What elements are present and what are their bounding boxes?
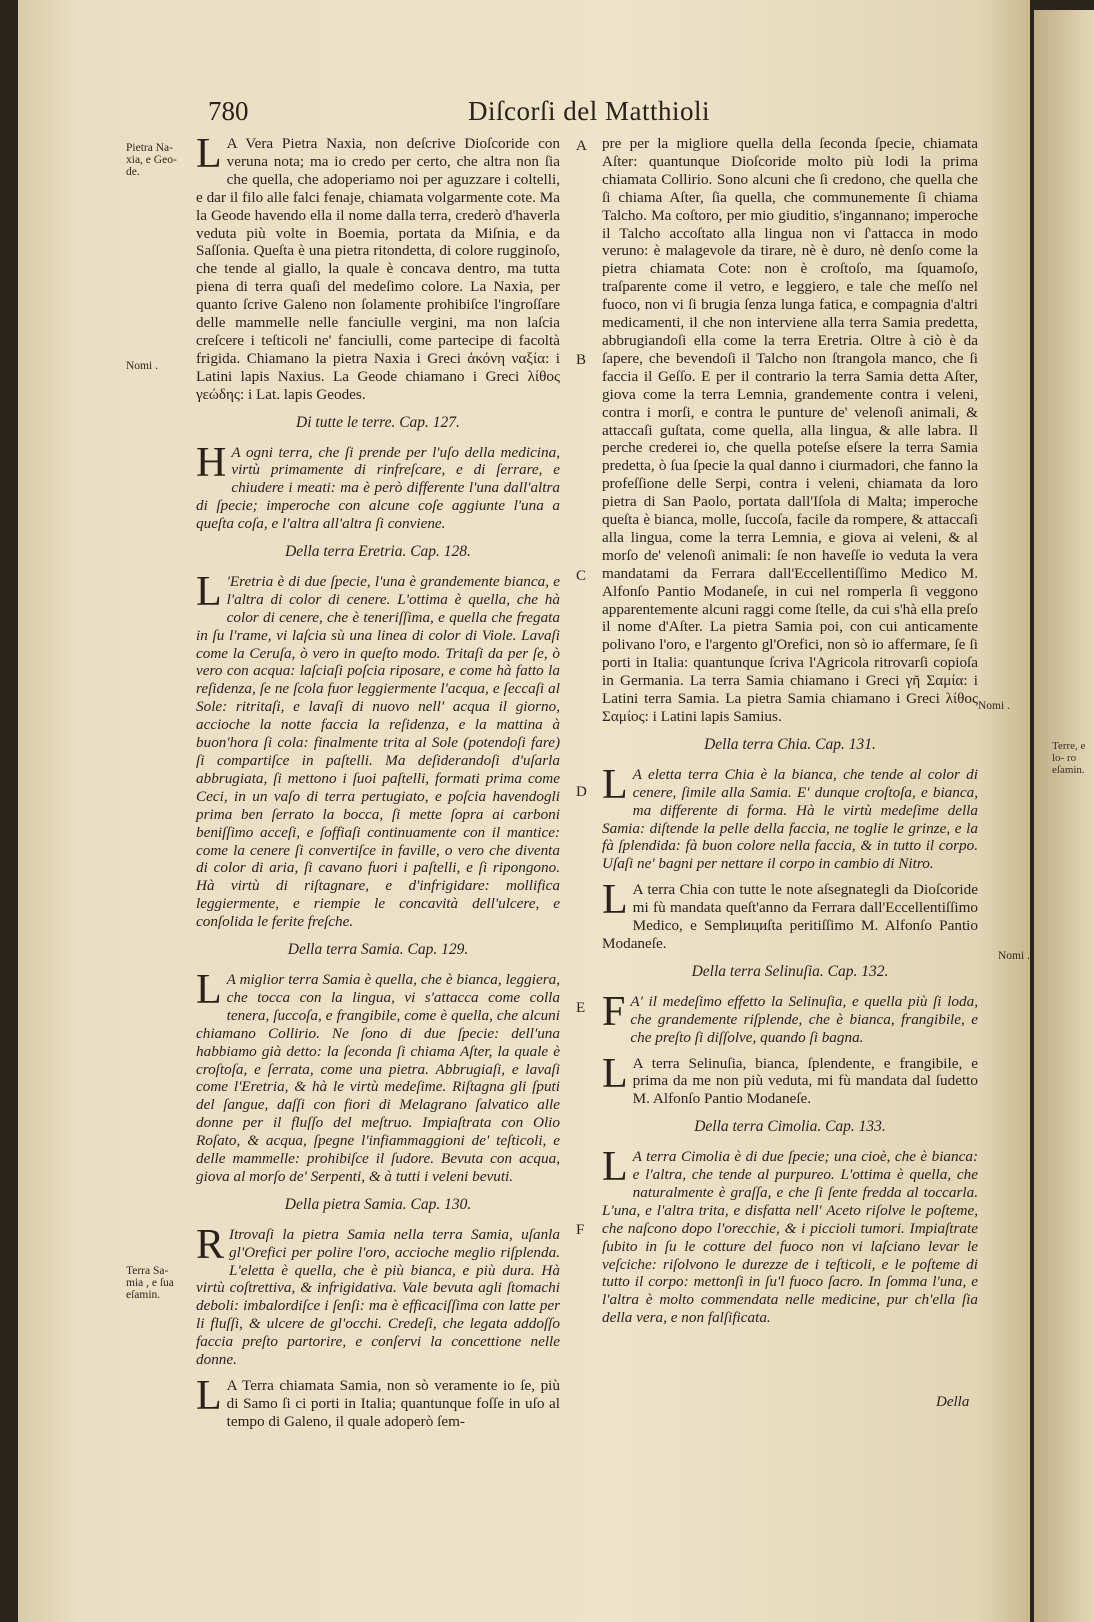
margin-note-nomi: Nomi . [126, 360, 158, 372]
drop-cap: L [602, 1050, 628, 1097]
text-column-right [602, 135, 978, 1335]
drop-cap: L [602, 761, 628, 808]
facing-page-edge [1034, 10, 1094, 1622]
paragraph-cap-133: L A terra Cimolia è di due ſpecie; una cioè, che è bianca: e l'altra, che tende al purpureo. L'ottima è quella, che naturalmente è graſſa, e che ſi ſente fredda al toccarla. L'una, e l'altra trita, e disfatta nell' Aceto riſolve le poſteme, che naſcono dopo l'orecchie, & i piccioli tumori. Impiaſtrate ſubito in ſu le cotture del fuoco non vi laſciano levar le veſciche: riſolvono le durezze de i teſticoli, e le poſteme di tutto il corpo: mettonſi in ſu'l fuoco ſacro. In ſomma l'una, e l'altra è molto commendata nelle medicine, pur ch'ella ſia della vera, e non falſificata. [602, 1144, 978, 1327]
paragraph-cap-131-comment: L A terra Chia con tutte le note aſsegnategli da Dioſcoride mi fù mandata queſt'anno da Ferrara dall'Eccellentiſſimo Medico, e Semplициſta peritiſſimo M. Alfonſo Pantio Modaneſe. [602, 877, 978, 952]
drop-cap: H [196, 439, 227, 486]
chapter-heading-131: Della terra Chia. Cap. 131. [704, 735, 876, 753]
section-letter-c: C [576, 568, 587, 584]
chapter-heading-132: Della terra Selinuſia. Cap. 132. [691, 962, 889, 980]
drop-cap: L [196, 966, 222, 1013]
margin-note-nomi-right-2: Nomi . [998, 950, 1030, 962]
drop-cap: L [196, 1373, 222, 1419]
drop-cap: L [602, 877, 628, 924]
section-letter-d: D [576, 784, 587, 800]
running-title: Diſcorſi del Matthioli [468, 96, 710, 126]
margin-note-pietra-naxia: Pietra Na- xia, e Geo- de. [126, 142, 177, 178]
drop-cap: L [196, 568, 222, 615]
chapter-heading-133: Della terra Cimolia. Cap. 133. [694, 1118, 886, 1136]
paragraph-cap-132-comment: L A terra Selinuſia, bianca, ſplendente, e frangibile, e prima da me non più veduta, mi fù mandata dal ſudetto M. Alfonſo Pantio Modaneſe. [602, 1050, 978, 1108]
chapter-heading-128: Della terra Eretria. Cap. 128. [285, 543, 471, 561]
section-letter-b: B [576, 352, 587, 368]
book-page [18, 0, 1030, 1622]
paragraph-pietra-naxia: L A Vera Pietra Naxia, non deſcrive Dioſcoride con veruna nota; ma io credo per certo, che altra non ſia che quella, che adoperiamo noi per aguzzare i coltelli, e dar il filo alle falci fenaje, chiamata volgarmente cote. Ma la Geode havendo ella il nome dalla terra, crederò d'haverla veduta più volte in Boemia, portata da Miſnia, e da Saſſonia. Queſta è una pietra ritondetta, di colore rugginoſo, che tende al giallo, la quale è concava dentro, ma tutta piena di terra quaſi del medeſimo colore. La Naxia, per quanto ſcrive Galeno non ſolamente prohibiſce l'ingroſſare delle mammelle nelle fanciulle vergini, ma non laſcia creſcere i teſticoli ne' fanciulli, come partecipe di facoltà frigida. Chiamano la pietra Naxia i Greci ἀκόνη ναξία: i Latini lapis Naxius. La Geode chiamano i Greci λίθος γεώδης: i Lat. lapis Geodes. [196, 131, 560, 403]
section-letter-e: E [576, 1000, 586, 1016]
facing-page-fragment: Terre, e lo- ro eſamin. [1052, 740, 1086, 776]
paragraph-cap-129: L A miglior terra Samia è quella, che è bianca, leggiera, che tocca con la lingua, vi s'attacca come colla tenera, ſuccoſa, e frangibile, come è quella, che alcuni chiamano Collirio. Ne ſono di due ſpecie: dell'una habbiamo già detto: la ſeconda ſi chiama Aſter, la quale è croſtoſa, e ſerrata, come una pietra. Abbrugiaſi, e lavaſi come l'Eretria, & hà le virtù medeſime. Riſtagna gli ſputi del ſangue, daſſi con fiori di Melagrano ſalvatico alle donne per il fluſſo del meſtruo. Impiaſtrata con Olio Roſato, & acqua, ſpegne l'infiammaggioni de' teſticoli, e delle mammelle: prohibiſce il ſudore. Bevuta con acqua, giova al morſo de' Serpenti, & à tutti i veleni bevuti. [196, 966, 560, 1185]
paragraph-cap-128: L 'Eretria è di due ſpecie, l'una è grandemente bianca, e l'altra di color di cenere. L'ottima è quella, che hà color di cenere, che è teneriſſima, e quella che fregata in ſu l'rame, vi laſcia sù una linea di color di Viole. Lavaſi come la Ceruſa, ò vero in queſto modo. Tritaſi da per ſe, ò vero con acqua: laſciaſi poſcia riposare, e come hà fatto la reſidenza, ſe ne ſcola fuor leggiermente l'acqua, e ſeccaſi al Sole: ritritaſi, e lavaſi di nuovo nell' acqua il giorno, accioche la notte faccia la reſidenza, e la mattina à buon'hora ſi cola: finalmente trita al Sole (potendoſi fare) ſi compartiſce in paſtelli. Ma deſiderandoſi d'uſarla abbrugiata, ſi mettono i ſuoi paſtelli, formati prima come Ceci, in un vaſo di terra pertugiato, e poſcia havendogli prima ben ſerrato la bocca, ſi mette ſopra ai carboni beniſſimo acceſi, e ſoffiaſi continuamente con il mantice: come la cenere ſi convertiſce in faville, o vero che diventa di color di aria, ſi cavano fuori i paſtelli, e ſi ripongono. Hà virtù di riſtagnare, e d'infrigidare: mollifica leggiermente, e riempie le concavità dell'ulcere, e conſolida le ferite freſche. [196, 568, 560, 931]
text-column-left [196, 131, 560, 1439]
paragraph-cap-127: H A ogni terra, che ſi prende per l'uſo della medicina, virtù primamente di rinfreſcare, e di ſerrare, e chiudere i meati: ma è però differente l'una dall'altra di ſpecie; imperoche con alcune coſe aggiunte l'una a queſta coſa, e l'altra all'altra ſi conviene. [196, 439, 560, 533]
chapter-heading-129: Della terra Samia. Cap. 129. [287, 941, 469, 959]
drop-cap: L [196, 131, 222, 177]
paragraph-continuation: pre per la migliore quella della ſeconda ſpecie, chiamata Aſter: quantunque Dioſcoride molto più lodi la prima chiamata Collirio. Sono alcuni che ſi credono, che quella che ſi chiama Aſter, ſia quella, che communemente ſi chiama Talcho. Ma coſtoro, per mio giuditio, s'ingannano; imperoche il Talcho accoſtato alla lingua non vi ſ'attacca in modo veruno: è malagevole da tirare, nè è duro, nè denſo come la pietra chiamata Cote: non è croſtoſo, ma ſquamoſo, traſparente come il vetro, e leggiero, e tale che meſſo nel fuoco, non vi ſi brugia ſenza lunga fatica, e compagnia d'altri medicamenti, il che non interviene alla terra Samia predetta, abbrugiandoſi ella come la terra Eretria. Oltre à ciò è da ſapere, che bevendoſi il Talcho non ſtrangola manco, che ſi faccia il Geſſo. E per il contrario la terra Samia detta Aſter, giova come la terra Lemnia, grandemente contra i veleni, contra i morſi, e contra le punture de' velenoſi animali, & attaccaſi guſtata, come quella, alla lingua, & alle labra. Il perche crederei io, che quella poteſse eſsere la terra Samia predetta, ò ſua ſpecie la qual danno i ciurmadori, che fanno la profeſſione delle Serpi, contra i veleni, chiamata da loro pietra di San Paolo, portata dall'Iſola di Malta; imperoche queſta è bianca, molle, ſuccoſa, facile da rompere, & attaccaſi alla lingua, come la terra Lemnia, e giova ai veleni, & al morſo de' velenoſi animali: ſe non haveſſe io veduta la vera mandatami da Ferrara dall'Eccellentiſſimo Medico M. Alfonſo Pantio Modaneſe, in cui nel romperla ſi veggono apparentemente alcuni raggi come ſtelle, da cui s'hà ella preſo il nome d'Aſter. La pietra Samia poi, con cui anticamente polivano l'oro, e l'argento gl'Orefici, non sò io affermare, ſe ſi porti in Italia: quantunque ſcriva l'Agricola ritrovarſi copioſa in Germania. La terra Samia chiamano i Greci γῆ Σαμία: i Latini terra Samia. La pietra Samia chiamano i Greci λίθος Σαμίος: i Latini lapis Samius. [602, 135, 978, 725]
drop-cap: F [602, 988, 626, 1035]
chapter-heading-130: Della pietra Samia. Cap. 130. [284, 1195, 472, 1213]
section-letter-a: A [576, 138, 587, 154]
margin-note-terra-samia: Terra Sa- mia , e ſua eſamin. [126, 1265, 174, 1301]
page-number: 780 [208, 96, 249, 126]
paragraph-cap-130: R Itrovaſi la pietra Samia nella terra Samia, uſanla gl'Orefici per polire l'oro, accioche meglio riſplenda. L'eletta è quella, che è più bianca, e più dura. Hà virtù coſtrettiva, & infrigidativa. Vale bevuta agli ſtomachi deboli: imbalordiſce i ſenſi: ma è efficaciſſima con latte per li fluſſi, & ulcere de gl'occhi. Credeſi, che legata addoſſo faccia preſto partorire, e conſervi la concettione nelle donne. [196, 1221, 560, 1369]
section-letter-f: F [576, 1222, 585, 1238]
paragraph-cap-132: F A' il medeſimo effetto la Selinuſia, e quella più ſi loda, che grandemente riſplende, che è bianca, frangibile, e che preſto ſi diſſolve, quando ſi bagna. [602, 988, 978, 1046]
drop-cap: L [602, 1144, 628, 1191]
margin-note-nomi-right: Nomi . [978, 700, 1010, 712]
paragraph-cap-131: L A eletta terra Chia è la bianca, che tende al color di cenere, ſimile alla Samia. E' dunque croſtoſa, e bianca, ma differente di forma. Hà le virtù medeſime della Samia: diſtende la pelle della faccia, ne toglie le grinze, e la fà ſplendida: fà buon colore nella faccia, & in tutto il corpo. Uſaſi ne' bagni per nettare il corpo in cambio di Nitro. [602, 761, 978, 873]
drop-cap: R [196, 1221, 225, 1268]
catchword: Della [936, 1394, 970, 1410]
chapter-heading-127: Di tutte le terre. Cap. 127. [296, 413, 460, 431]
paragraph-terra-samia-comment: L A Terra chiamata Samia, non sò veramente io ſe, più di Samo ſi ci porti in Italia; quantunque foſſe in uſo al tempo di Galeno, il quale adoperò ſem- [196, 1373, 560, 1430]
